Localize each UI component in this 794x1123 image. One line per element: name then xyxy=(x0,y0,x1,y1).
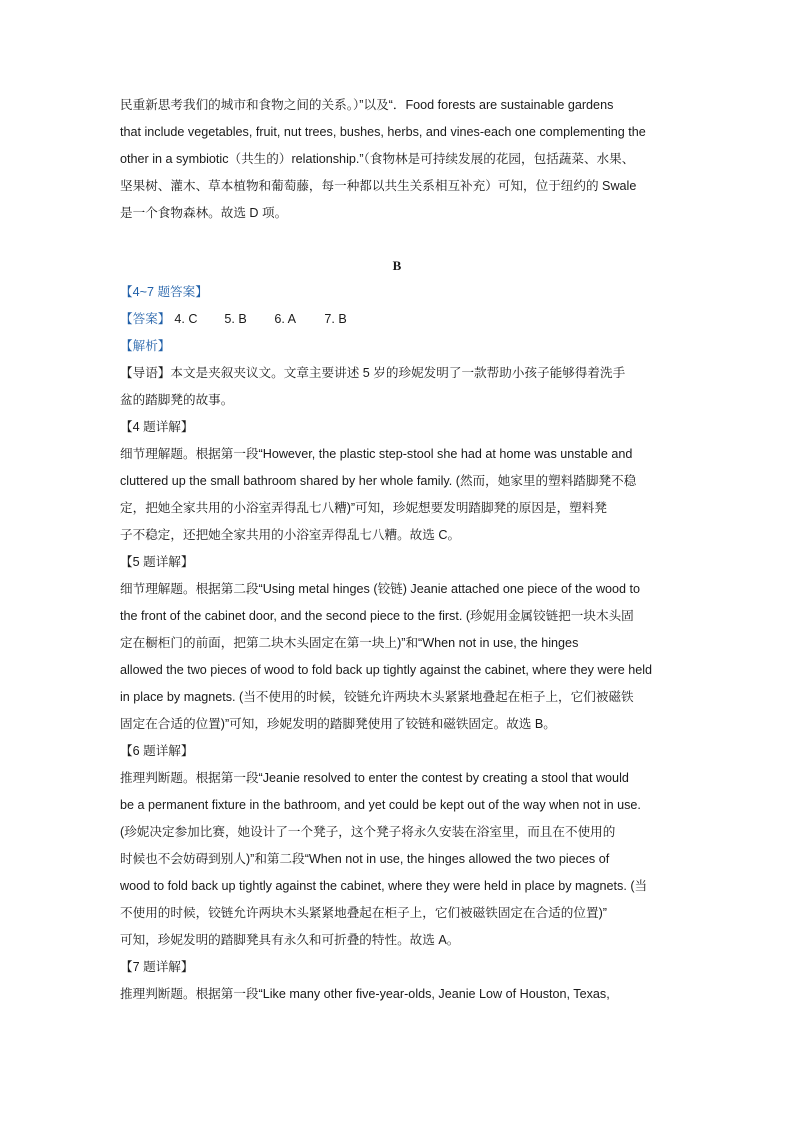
q5-line: allowed the two pieces of wood to fold back up tightly against the cabinet, where they were held xyxy=(120,663,653,677)
analysis-label: 【解析】 xyxy=(120,339,171,353)
q6-line: be a permanent fixture in the bathroom, and yet could be kept out of the way when not in use. xyxy=(120,798,641,812)
intro-line: that include vegetables, fruit, nut trees, bushes, herbs, and vines-each one complementing the xyxy=(120,125,646,139)
section-title: B xyxy=(392,258,402,273)
q4-line: 定，把她全家共用的小浴室弄得乱七八糟)”可知，珍妮想要发明踏脚凳的原因是，塑料凳 xyxy=(120,501,607,515)
q5-line: the front of the cabinet door, and the second piece to the first. (珍妮用金属铰链把一块木头固 xyxy=(120,609,634,623)
answer-item: 5. B xyxy=(224,312,247,326)
q6-line: wood to fold back up tightly against the cabinet, where they were held in place by magnets. (当 xyxy=(120,879,648,893)
q6-line: 可知，珍妮发明的踏脚凳具有永久和可折叠的特性。故选 A。 xyxy=(120,933,460,947)
q5-line: 细节理解题。根据第二段“Using metal hinges (铰链) Jeanie attached one piece of the wood to xyxy=(120,582,641,596)
q6-line: 不使用的时候，铰链允许两块木头紧紧地叠起在柜子上，它们被磁铁固定在合适的位置)” xyxy=(120,906,607,920)
q6-line: 推理判断题。根据第一段“Jeanie resolved to enter the contest by creating a stool that would xyxy=(120,771,629,785)
answer-item: 7. B xyxy=(324,312,347,326)
intro-line: 坚果树、灌木、草本植物和葡萄藤，每一种都以共生关系相互补充）可知，位于纽约的 Swale xyxy=(120,179,637,193)
answer-label: 【答案】 xyxy=(120,312,171,326)
q4-line: 子不稳定，还把她全家共用的小浴室弄得乱七八糟。故选 C。 xyxy=(120,528,461,542)
q5-line: 定在橱柜门的前面，把第二块木头固定在第一块上)”和“When not in use, the hinges xyxy=(120,636,579,650)
q5-line: 固定在合适的位置)”可知，珍妮发明的踏脚凳使用了铰链和磁铁固定。故选 B。 xyxy=(120,717,556,731)
answer-item: 4. C xyxy=(174,312,198,326)
q4-line: 细节理解题。根据第一段“However, the plastic step-stool she had at home was unstable and xyxy=(120,447,633,461)
q7-heading: 【7 题详解】 xyxy=(120,960,194,974)
answer-heading: 【4~7 题答案】 xyxy=(120,285,208,299)
q4-heading: 【4 题详解】 xyxy=(120,420,194,434)
q5-line: in place by magnets. (当不使用的时候，铰链允许两块木头紧紧地叠起在柜子上，它们被磁铁 xyxy=(120,690,634,704)
answer-row xyxy=(120,310,680,328)
q7-line: 推理判断题。根据第一段“Like many other five-year-olds, Jeanie Low of Houston, Texas, xyxy=(120,987,610,1001)
q4-line: cluttered up the small bathroom shared by her whole family. (然而，她家里的塑料踏脚凳不稳 xyxy=(120,474,637,488)
q6-heading: 【6 题详解】 xyxy=(120,744,194,758)
intro-line: other in a symbiotic（共生的）relationship.”（食物林是可持续发展的花园，包括蔬菜、水果、 xyxy=(120,152,635,166)
guide-line: 盆的踏脚凳的故事。 xyxy=(120,393,234,407)
q5-heading: 【5 题详解】 xyxy=(120,555,194,569)
intro-line: 民重新思考我们的城市和食物之间的关系。）”以及“．Food forests are sustainable gardens xyxy=(120,98,614,112)
intro-line: 是一个食物森林。故选 D 项。 xyxy=(120,206,288,220)
q6-line: (珍妮决定参加比赛，她设计了一个凳子，这个凳子将永久安装在浴室里，而且在不使用的 xyxy=(120,825,616,839)
guide-line: 【导语】本文是夹叙夹议文。文章主要讲述 5 岁的珍妮发明了一款帮助小孩子能够得着洗手 xyxy=(120,366,626,380)
answer-item: 6. A xyxy=(274,312,297,326)
q6-line: 时候也不会妨碍到别人)”和第二段“When not in use, the hinges allowed the two pieces of xyxy=(120,852,610,866)
